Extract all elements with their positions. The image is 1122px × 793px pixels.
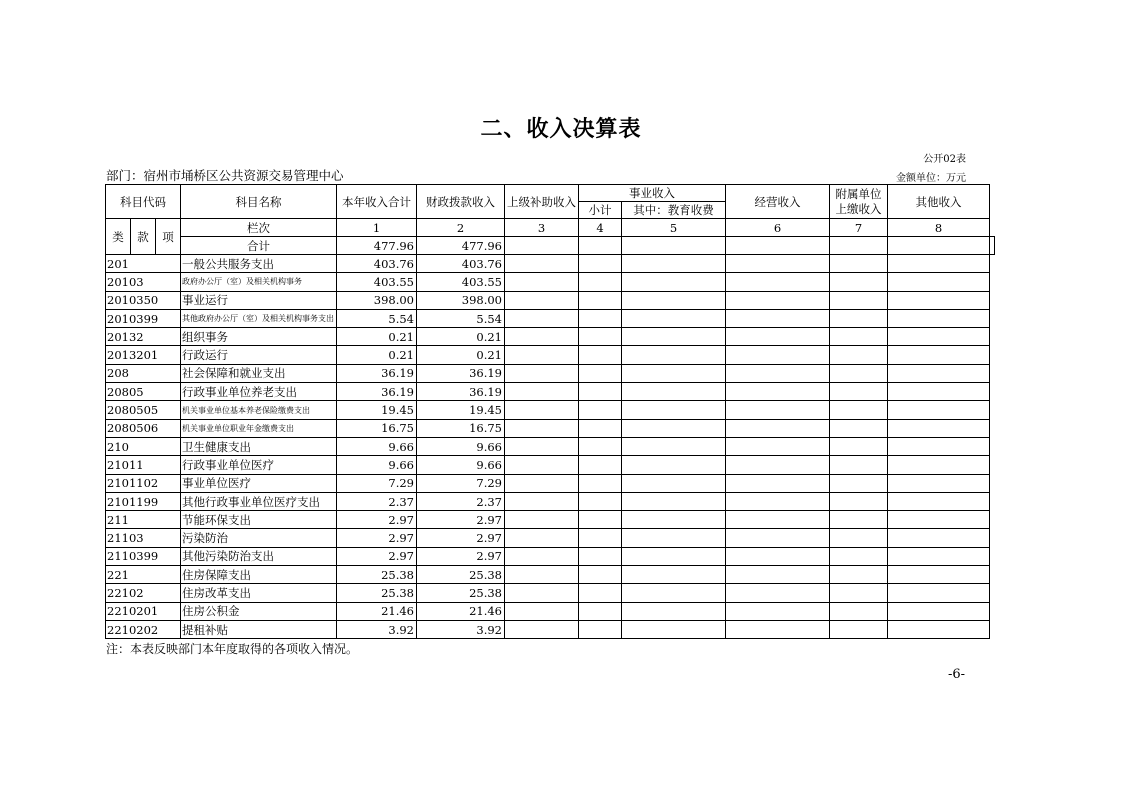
row-code: 2013201 [106,346,181,364]
table-row [106,328,995,346]
row-fiscal: 36.19 [417,364,505,382]
row-total: 2.97 [337,529,417,547]
row-empty-cell [888,328,990,346]
row-code: 2010399 [106,309,181,327]
row-fiscal: 9.66 [417,456,505,474]
row-empty-cell [505,566,579,584]
table-row [106,474,995,492]
row-total: 19.45 [337,401,417,419]
row-empty-cell [830,529,888,547]
row-empty-cell [622,364,726,382]
income-table [105,184,995,639]
row-fiscal: 2.97 [417,529,505,547]
table-row [106,620,995,638]
col-num-5: 5 [622,219,726,237]
row-empty-cell [830,602,888,620]
row-empty-cell [830,346,888,364]
row-code: 2010350 [106,291,181,309]
row-code: 22102 [106,584,181,602]
table-row [106,309,995,327]
row-name: 行政事业单位医疗 [181,456,337,474]
row-empty-cell [505,456,579,474]
col-num-4: 4 [579,219,622,237]
header-edu: 其中：教育收费 [622,202,726,219]
table-row [106,291,995,309]
row-empty-cell [579,474,622,492]
row-empty-cell [726,492,830,510]
row-empty-cell [888,383,990,401]
row-empty-cell [622,492,726,510]
row-empty-cell [622,566,726,584]
row-empty-cell [726,474,830,492]
row-empty-cell [579,529,622,547]
row-name: 住房保障支出 [181,566,337,584]
table-row [106,255,995,273]
header-name: 科目名称 [181,185,337,219]
row-empty-cell [579,364,622,382]
row-code: 21103 [106,529,181,547]
row-fiscal: 0.21 [417,328,505,346]
row-empty-cell [726,328,830,346]
row-empty-cell [726,566,830,584]
row-total: 36.19 [337,364,417,382]
row-name: 一般公共服务支出 [181,255,337,273]
row-total: 21.46 [337,602,417,620]
row-fiscal: 9.66 [417,437,505,455]
header-total: 本年收入合计 [337,185,417,219]
row-name: 行政运行 [181,346,337,364]
row-empty-cell [505,273,579,291]
row-empty-cell [505,474,579,492]
total-row-label: 合计 [181,237,337,255]
row-empty-cell [888,492,990,510]
row-empty-cell [830,291,888,309]
table-row [106,456,995,474]
row-empty-cell [830,255,888,273]
row-name: 节能环保支出 [181,511,337,529]
row-empty-cell [726,273,830,291]
row-empty-cell [622,291,726,309]
row-empty-cell [505,620,579,638]
row-name: 其他污染防治支出 [181,547,337,565]
row-empty-cell [622,547,726,565]
row-name: 机关事业单位职业年金缴费支出 [181,419,337,437]
row-fiscal: 7.29 [417,474,505,492]
row-total: 398.00 [337,291,417,309]
row-empty-cell [505,291,579,309]
row-empty-cell [579,346,622,364]
row-empty-cell [579,255,622,273]
row-empty-cell [726,456,830,474]
row-empty-cell [505,437,579,455]
row-code: 2101102 [106,474,181,492]
row-empty-cell [726,511,830,529]
table-row [106,273,995,291]
row-fiscal: 5.54 [417,309,505,327]
form-number: 公开02表 [923,154,966,165]
row-empty-cell [830,456,888,474]
header-lanci: 栏次 [181,219,337,237]
row-empty-cell [622,273,726,291]
row-empty-cell [579,602,622,620]
row-empty-cell [888,511,990,529]
row-empty-cell [579,328,622,346]
row-fiscal: 25.38 [417,584,505,602]
header-operating: 经营收入 [726,185,830,219]
table-row [106,584,995,602]
row-name: 住房改革支出 [181,584,337,602]
row-empty-cell [888,584,990,602]
row-empty-cell [830,566,888,584]
header-lei: 类 [106,219,131,255]
row-empty-cell [726,602,830,620]
row-empty-cell [830,511,888,529]
row-total: 0.21 [337,346,417,364]
row-empty-cell [888,346,990,364]
row-name: 提租补贴 [181,620,337,638]
col-num-1: 1 [337,219,417,237]
row-name: 事业单位医疗 [181,474,337,492]
row-empty-cell [726,309,830,327]
row-empty-cell [830,584,888,602]
row-code: 21011 [106,456,181,474]
row-code: 2101199 [106,492,181,510]
table-row [106,401,995,419]
row-empty-cell [726,291,830,309]
row-empty-cell [579,401,622,419]
col-num-7: 7 [830,219,888,237]
row-fiscal: 19.45 [417,401,505,419]
row-empty-cell [622,401,726,419]
row-empty-cell [830,273,888,291]
col-num-2: 2 [417,219,505,237]
row-name: 事业运行 [181,291,337,309]
row-empty-cell [622,584,726,602]
page-title: 二、收入决算表 [480,117,642,142]
row-empty-cell [830,328,888,346]
row-empty-cell [622,346,726,364]
row-empty-cell [622,474,726,492]
table-row [106,364,995,382]
row-empty-cell [622,620,726,638]
row-code: 20103 [106,273,181,291]
row-code: 2080505 [106,401,181,419]
row-name: 组织事务 [181,328,337,346]
col-num-6: 6 [726,219,830,237]
row-total: 403.76 [337,255,417,273]
row-empty-cell [505,547,579,565]
row-fiscal: 16.75 [417,419,505,437]
row-name: 其他行政事业单位医疗支出 [181,492,337,510]
row-empty-cell [888,547,990,565]
row-empty-cell [579,291,622,309]
row-total: 9.66 [337,456,417,474]
row-fiscal: 25.38 [417,566,505,584]
row-empty-cell [830,309,888,327]
header-kuan: 款 [131,219,156,255]
row-code: 210 [106,437,181,455]
table-row [106,602,995,620]
row-total: 2.97 [337,511,417,529]
header-xiang: 项 [156,219,181,255]
row-name: 污染防治 [181,529,337,547]
row-empty-cell [579,419,622,437]
row-empty-cell [726,401,830,419]
total-row-fiscal: 477.96 [417,237,505,255]
col-num-3: 3 [505,219,579,237]
row-empty-cell [505,419,579,437]
row-empty-cell [888,456,990,474]
row-empty-cell [830,620,888,638]
row-empty-cell [888,437,990,455]
row-total: 36.19 [337,383,417,401]
row-fiscal: 3.92 [417,620,505,638]
row-empty-cell [888,419,990,437]
row-empty-cell [830,547,888,565]
row-name: 行政事业单位养老支出 [181,383,337,401]
row-name: 机关事业单位基本养老保险缴费支出 [181,401,337,419]
row-code: 20805 [106,383,181,401]
row-code: 2080506 [106,419,181,437]
row-total: 2.97 [337,547,417,565]
row-empty-cell [888,620,990,638]
table-row [106,529,995,547]
row-fiscal: 403.76 [417,255,505,273]
row-empty-cell [579,584,622,602]
row-total: 5.54 [337,309,417,327]
row-empty-cell [505,364,579,382]
row-total: 16.75 [337,419,417,437]
row-empty-cell [888,364,990,382]
row-empty-cell [888,401,990,419]
row-empty-cell [505,255,579,273]
row-fiscal: 398.00 [417,291,505,309]
row-empty-cell [622,456,726,474]
header-fiscal: 财政拨款收入 [417,185,505,219]
row-empty-cell [888,474,990,492]
row-code: 208 [106,364,181,382]
row-empty-cell [579,383,622,401]
table-row [106,419,995,437]
total-row-total: 477.96 [337,237,417,255]
row-empty-cell [888,273,990,291]
row-empty-cell [622,437,726,455]
row-total: 403.55 [337,273,417,291]
table-row [106,383,995,401]
table-row [106,511,995,529]
row-empty-cell [726,346,830,364]
header-business: 事业收入 [579,185,726,202]
row-empty-cell [830,437,888,455]
table-row [106,346,995,364]
row-empty-cell [888,291,990,309]
header-superior: 上级补助收入 [505,185,579,219]
row-fiscal: 21.46 [417,602,505,620]
row-name: 住房公积金 [181,602,337,620]
row-empty-cell [726,255,830,273]
row-empty-cell [579,566,622,584]
row-fiscal: 2.97 [417,547,505,565]
row-code: 2210201 [106,602,181,620]
row-name: 其他政府办公厅（室）及相关机构事务支出 [181,309,337,327]
row-empty-cell [579,437,622,455]
row-empty-cell [830,383,888,401]
row-name: 政府办公厅（室）及相关机构事务 [181,273,337,291]
row-name: 社会保障和就业支出 [181,364,337,382]
row-empty-cell [505,529,579,547]
row-fiscal: 0.21 [417,346,505,364]
row-total: 3.92 [337,620,417,638]
row-empty-cell [579,456,622,474]
row-code: 201 [106,255,181,273]
page-number: -6- [948,667,966,682]
row-empty-cell [579,309,622,327]
row-empty-cell [505,346,579,364]
row-empty-cell [505,309,579,327]
row-empty-cell [505,401,579,419]
table-row [106,492,995,510]
row-empty-cell [622,419,726,437]
row-empty-cell [505,492,579,510]
row-empty-cell [726,437,830,455]
row-empty-cell [505,383,579,401]
row-empty-cell [726,620,830,638]
row-empty-cell [830,364,888,382]
row-fiscal: 2.97 [417,511,505,529]
row-code: 211 [106,511,181,529]
row-total: 25.38 [337,566,417,584]
row-empty-cell [505,602,579,620]
header-code: 科目代码 [106,185,181,219]
row-empty-cell [579,492,622,510]
department-label: 部门：宿州市埇桥区公共资源交易管理中心 [106,168,344,183]
row-empty-cell [505,511,579,529]
row-empty-cell [726,383,830,401]
row-fiscal: 36.19 [417,383,505,401]
unit-label: 金额单位：万元 [896,173,966,184]
row-empty-cell [579,273,622,291]
row-total: 0.21 [337,328,417,346]
table-row [106,437,995,455]
row-code: 20132 [106,328,181,346]
row-empty-cell [830,492,888,510]
row-empty-cell [830,419,888,437]
table-row [106,566,995,584]
row-empty-cell [888,602,990,620]
table-row [106,547,995,565]
row-fiscal: 2.37 [417,492,505,510]
row-empty-cell [830,474,888,492]
row-total: 7.29 [337,474,417,492]
row-empty-cell [888,529,990,547]
row-total: 9.66 [337,437,417,455]
row-empty-cell [579,620,622,638]
row-empty-cell [622,255,726,273]
row-empty-cell [888,309,990,327]
row-empty-cell [726,547,830,565]
row-empty-cell [622,602,726,620]
row-empty-cell [726,419,830,437]
row-empty-cell [622,309,726,327]
row-empty-cell [830,401,888,419]
row-name: 卫生健康支出 [181,437,337,455]
row-code: 2110399 [106,547,181,565]
row-total: 25.38 [337,584,417,602]
row-empty-cell [726,364,830,382]
table-note: 注：本表反映部门本年度取得的各项收入情况。 [106,642,359,656]
header-other: 其他收入 [888,185,990,219]
header-subtotal: 小计 [579,202,622,219]
row-code: 2210202 [106,620,181,638]
row-empty-cell [622,511,726,529]
row-empty-cell [622,383,726,401]
row-empty-cell [888,255,990,273]
row-empty-cell [505,328,579,346]
row-empty-cell [622,328,726,346]
row-empty-cell [505,584,579,602]
col-num-8: 8 [888,219,990,237]
row-empty-cell [622,529,726,547]
row-empty-cell [726,529,830,547]
row-empty-cell [579,547,622,565]
row-empty-cell [726,584,830,602]
row-empty-cell [888,566,990,584]
row-empty-cell [579,511,622,529]
row-code: 221 [106,566,181,584]
header-affiliated: 附属单位上缴收入 [830,185,888,219]
row-fiscal: 403.55 [417,273,505,291]
row-total: 2.37 [337,492,417,510]
